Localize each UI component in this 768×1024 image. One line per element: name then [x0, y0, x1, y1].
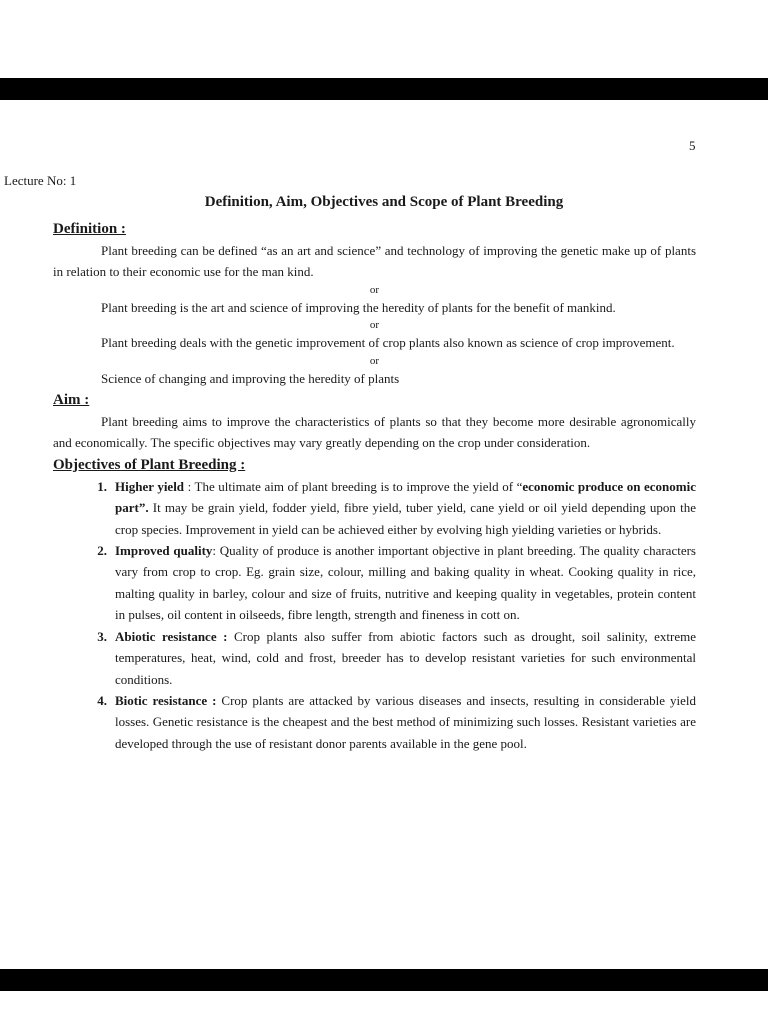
objective-text: Crop plants are attacked by various diseases and insects, resulting in considerable yield losses. Genetic resistance is the cheapest and the best method of minimizing such losses. Resistant varieties are developed through the use of resistant donor parents available in the gene pool.: [115, 692, 696, 751]
list-item-body: [115, 690, 696, 754]
list-item: [53, 626, 696, 690]
top-black-bar: [0, 78, 768, 100]
objective-text: Crop plants also suffer from abiotic factors such as drought, soil salinity, extreme temperatures, heat, wind, cold and frost, breeder has to develop resistant varieties for such environmental conditions.: [115, 628, 696, 687]
definition-heading: Definition :: [53, 221, 126, 237]
list-item-number: 2.: [97, 543, 107, 559]
objective-text-pre: : The ultimate aim of plant breeding is to improve the yield of “: [184, 478, 523, 494]
aim-paragraph: Plant breeding aims to improve the characteristics of plants so that they become more desirable agronomically and economically. The specific objectives may vary greatly depending on the crop under consideration.: [53, 414, 696, 451]
page-number: 5: [689, 138, 696, 153]
list-item-body: [115, 626, 696, 690]
objective-term: Improved quality: [115, 543, 213, 559]
or-separator: or: [369, 319, 380, 332]
list-item-number: 3.: [97, 628, 107, 644]
aim-heading: Aim :: [53, 392, 90, 409]
list-item: [53, 690, 696, 754]
list-item-body: [115, 540, 696, 626]
list-item-number: 4.: [97, 692, 107, 708]
definition-paragraph-2: Plant breeding is the art and science of improving the heredity of plants for the benefit of mankind.: [101, 299, 616, 315]
document-body: [53, 218, 696, 754]
or-separator: or: [369, 283, 380, 296]
objective-term: Abiotic resistance :: [115, 628, 228, 644]
list-item: [53, 540, 696, 626]
lecture-number: Lecture No: 1: [4, 173, 77, 188]
definition-paragraph-3: Plant breeding deals with the genetic improvement of crop plants also known as science of crop improvement.: [101, 335, 675, 351]
objectives-list: [53, 476, 696, 754]
definition-paragraph-4: Science of changing and improving the heredity of plants: [101, 370, 400, 386]
definition-paragraph-1: Plant breeding can be defined “as an art and science” and technology of improving the genetic make up of plants in relation to their economic use for the man kind.: [53, 243, 696, 280]
objective-text: It may be grain yield, fodder yield, fibre yield, tuber yield, cane yield or oil yield depending upon the crop species. Improvement in yield can be achieved either by evolving high yielding varieties or hybrids.: [115, 500, 696, 537]
list-item-number: 1.: [97, 478, 107, 494]
objective-term: Biotic resistance :: [115, 692, 217, 708]
objectives-heading: Objectives of Plant Breeding :: [53, 456, 246, 473]
or-separator: or: [369, 354, 380, 367]
list-item-body: [115, 476, 696, 540]
objective-text: : Quality of produce is another important objective in plant breeding. The quality characters vary from crop to crop. Eg. grain size, colour, milling and baking quality in wheat. Cooking quality in rice, malting quality in barley, colour and size of fruits, nutritive and keeping quality in vegetables, protein content in pulses, oil content in oilseeds, fibre length, strength and fineness in cott on.: [115, 543, 696, 623]
objective-emphasis: economic produce on economic part”.: [115, 478, 696, 516]
bottom-black-bar: [0, 969, 768, 991]
document-title: Definition, Aim, Objectives and Scope of Plant Breeding: [204, 194, 564, 210]
objective-term: Higher yield: [115, 478, 185, 494]
list-item: [53, 476, 696, 540]
